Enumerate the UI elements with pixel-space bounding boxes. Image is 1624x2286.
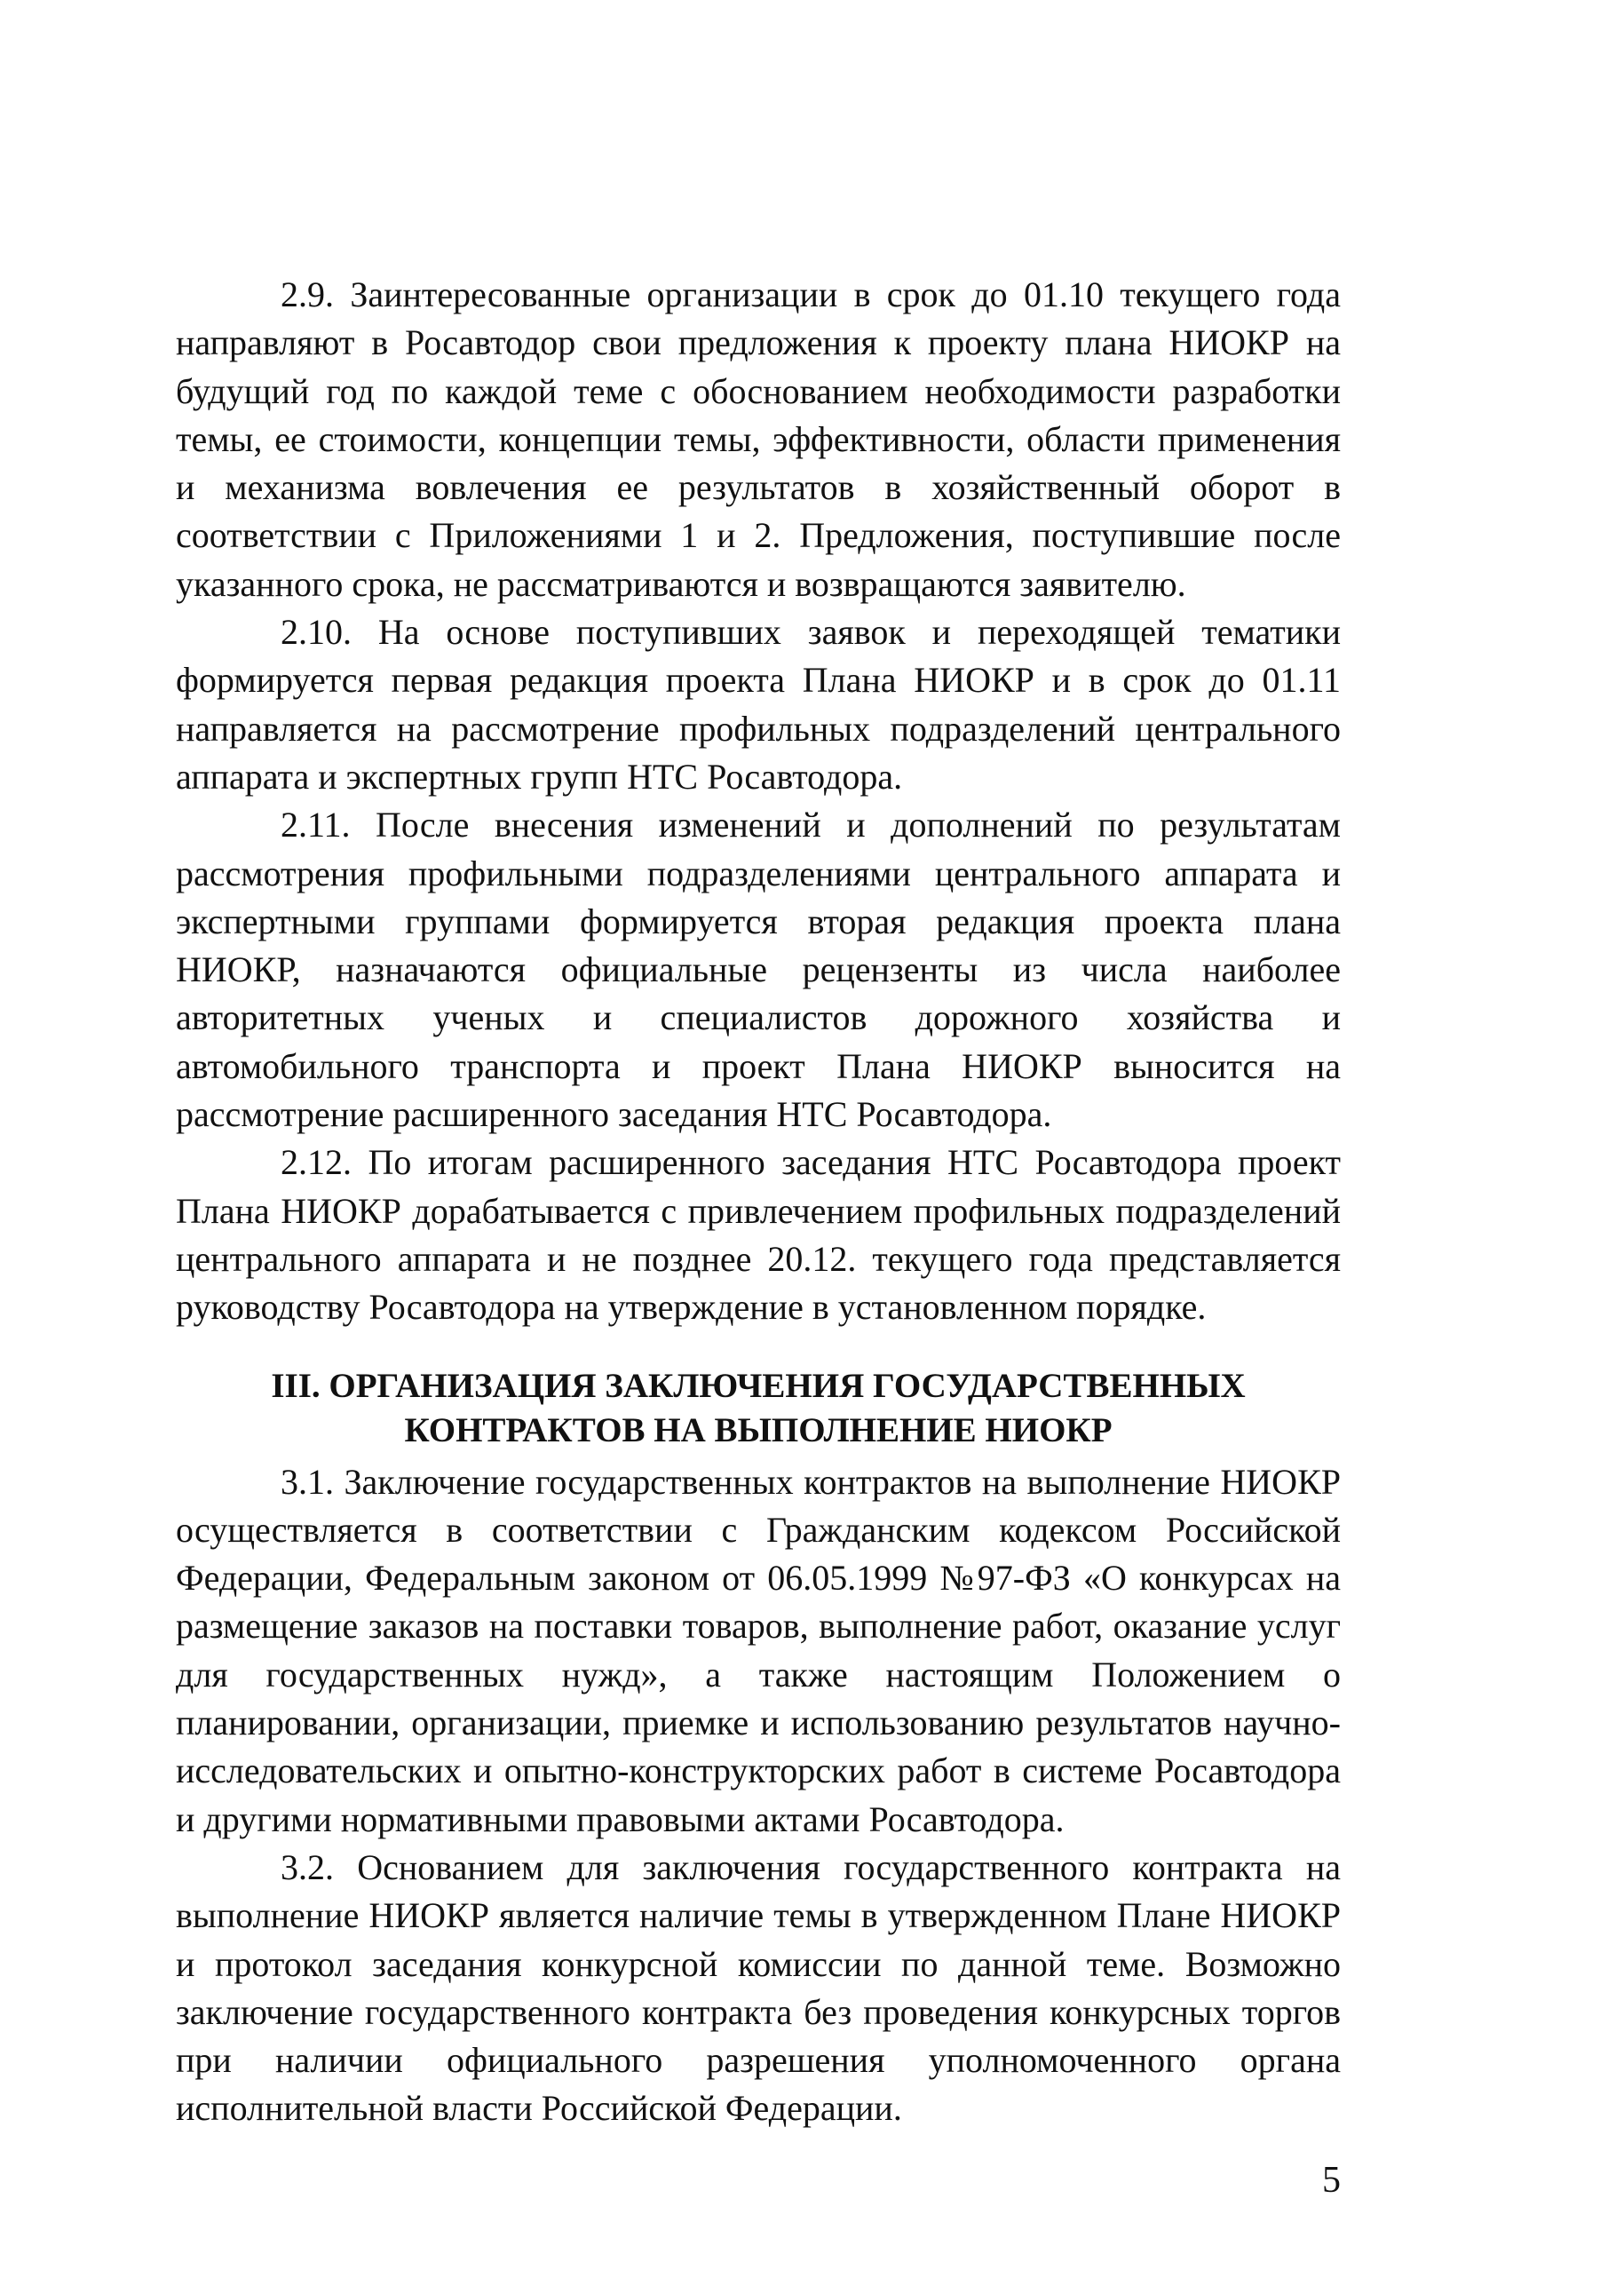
- paragraph-3-1: 3.1. Заключение государственных контрактов на выполнение НИОКР осуществляется в соответствии с Гражданским кодексом Российской Федерации, Федеральным законом от 06.05.1999 №97-ФЗ «О конкурсах на размещение заказов на поставки товаров, выполнение работ, оказание услуг для государственных нужд», а также настоящим Положением о планировании, организации, приемке и использованию результатов научно-исследовательских и опытно-конструкторских работ в системе Росавтодора и другими нормативными правовыми актами Росавтодора.: [176, 1461, 1341, 1839]
- section-heading: [176, 1364, 1341, 1453]
- paragraph-2-9: 2.9. Заинтересованные организации в срок до 01.10 текущего года направляют в Росавтодор свои предложения к проекту плана НИОКР на будущий год по каждой теме с обоснованием необходимости разработки темы, ее стоимости, концепции темы, эффективности, области применения и механизма вовлечения ее результатов в хозяйственный оборот в соответствии с Приложениями 1 и 2. Предложения, поступившие после указанного срока, не рассматриваются и возвращаются заявителю.: [176, 274, 1341, 604]
- paragraph-2-12: 2.12. По итогам расширенного заседания НТС Росавтодора проект Плана НИОКР дорабатывается с привлечением профильных подразделений центрального аппарата и не позднее 20.12. текущего года представляется руководству Росавтодора на утверждение в установленном порядке.: [176, 1142, 1341, 1328]
- paragraph-3-2: 3.2. Основанием для заключения государственного контракта на выполнение НИОКР является наличие темы в утвержденном Плане НИОКР и протокол заседания конкурсной комиссии по данной теме. Возможно заключение государственного контракта без проведения конкурсных торгов при наличии официального разрешения уполномоченного органа исполнительной власти Российской Федерации.: [176, 1846, 1341, 2129]
- paragraph-2-11: 2.11. После внесения изменений и дополнений по результатам рассмотрения профильными подразделениями центрального аппарата и экспертными группами формируется вторая редакция проекта плана НИОКР, назначаются официальные рецензенты из числа наиболее авторитетных ученых и специалистов дорожного хозяйства и автомобильного транспорта и проект Плана НИОКР выносится на рассмотрение расширенного заседания НТС Росавтодора.: [176, 805, 1341, 1135]
- paragraph-2-10: 2.10. На основе поступивших заявок и переходящей тематики формируется первая редакция проекта Плана НИОКР и в срок до 01.11 направляется на рассмотрение профильных подразделений центрального аппарата и экспертных групп НТС Росавтодора.: [176, 612, 1341, 797]
- section-heading-line-2: КОНТРАКТОВ НА ВЫПОЛНЕНИЕ НИОКР: [404, 1410, 1113, 1449]
- page-number: 5: [1322, 2160, 1341, 2201]
- section-heading-line-1: III. ОРГАНИЗАЦИЯ ЗАКЛЮЧЕНИЯ ГОСУДАРСТВЕННЫХ: [271, 1366, 1246, 1405]
- document-body: [176, 271, 1341, 2133]
